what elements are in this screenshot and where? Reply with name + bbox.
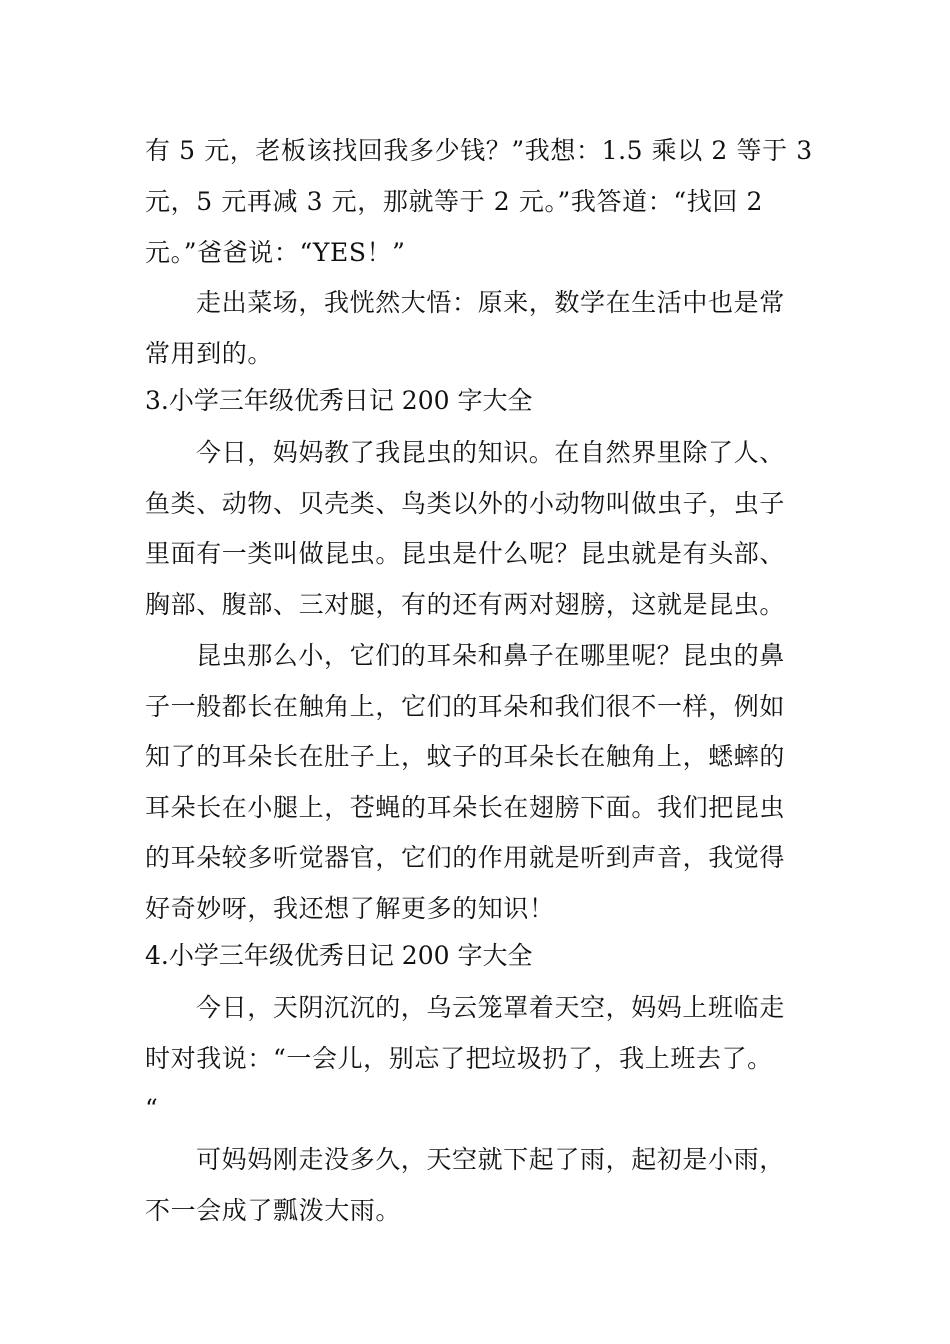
paragraph-line: 昆虫那么小，它们的耳朵和鼻子在哪里呢？昆虫的鼻	[196, 641, 785, 670]
paragraph-line: 可妈妈刚走没多久，天空就下起了雨，起初是小雨，	[196, 1145, 785, 1174]
paragraph-line: 元，5 元再减 3 元，那就等于 2 元。”我答道：“找回 2	[145, 187, 763, 216]
paragraph-line: “	[145, 1094, 159, 1123]
paragraph-line: 知了的耳朵长在肚子上，蚊子的耳朵长在触角上，蟋蟀的	[145, 742, 786, 771]
paragraph-line: 子一般都长在触角上，它们的耳朵和我们很不一样，例如	[145, 692, 786, 721]
paragraph-line: 走出菜场，我恍然大悟：原来，数学在生活中也是常	[196, 288, 785, 317]
paragraph-line: 耳朵长在小腿上，苍蝇的耳朵长在翅膀下面。我们把昆虫	[145, 793, 786, 822]
paragraph-line: 鱼类、动物、贝壳类、鸟类以外的小动物叫做虫子，虫子	[145, 489, 786, 518]
paragraph-line: 常用到的。	[145, 339, 274, 368]
paragraph-line: 里面有一类叫做昆虫。昆虫是什么呢？昆虫就是有头部、	[145, 539, 786, 568]
paragraph-line: 今日，妈妈教了我昆虫的知识。在自然界里除了人、	[196, 438, 785, 467]
paragraph-line: 元。”爸爸说：“YES！”	[145, 238, 406, 267]
paragraph-line: 不一会成了瓢泼大雨。	[145, 1196, 402, 1225]
paragraph-line: 今日，天阴沉沉的，乌云笼罩着天空，妈妈上班临走	[196, 993, 785, 1022]
paragraph-line: 有 5 元，老板该找回我多少钱？”我想：1.5 乘以 2 等于 3	[145, 136, 813, 165]
section-heading-3: 3.小学三年级优秀日记 200 字大全	[145, 386, 533, 415]
section-heading-4: 4.小学三年级优秀日记 200 字大全	[145, 941, 533, 970]
paragraph-line: 的耳朵较多听觉器官，它们的作用就是听到声音，我觉得	[145, 843, 786, 872]
paragraph-line: 好奇妙呀，我还想了解更多的知识！	[145, 894, 555, 923]
paragraph-line: 时对我说：“一会儿，别忘了把垃圾扔了，我上班去了。	[145, 1044, 773, 1073]
paragraph-line: 胸部、腹部、三对腿，有的还有两对翅膀，这就是昆虫。	[145, 590, 786, 619]
